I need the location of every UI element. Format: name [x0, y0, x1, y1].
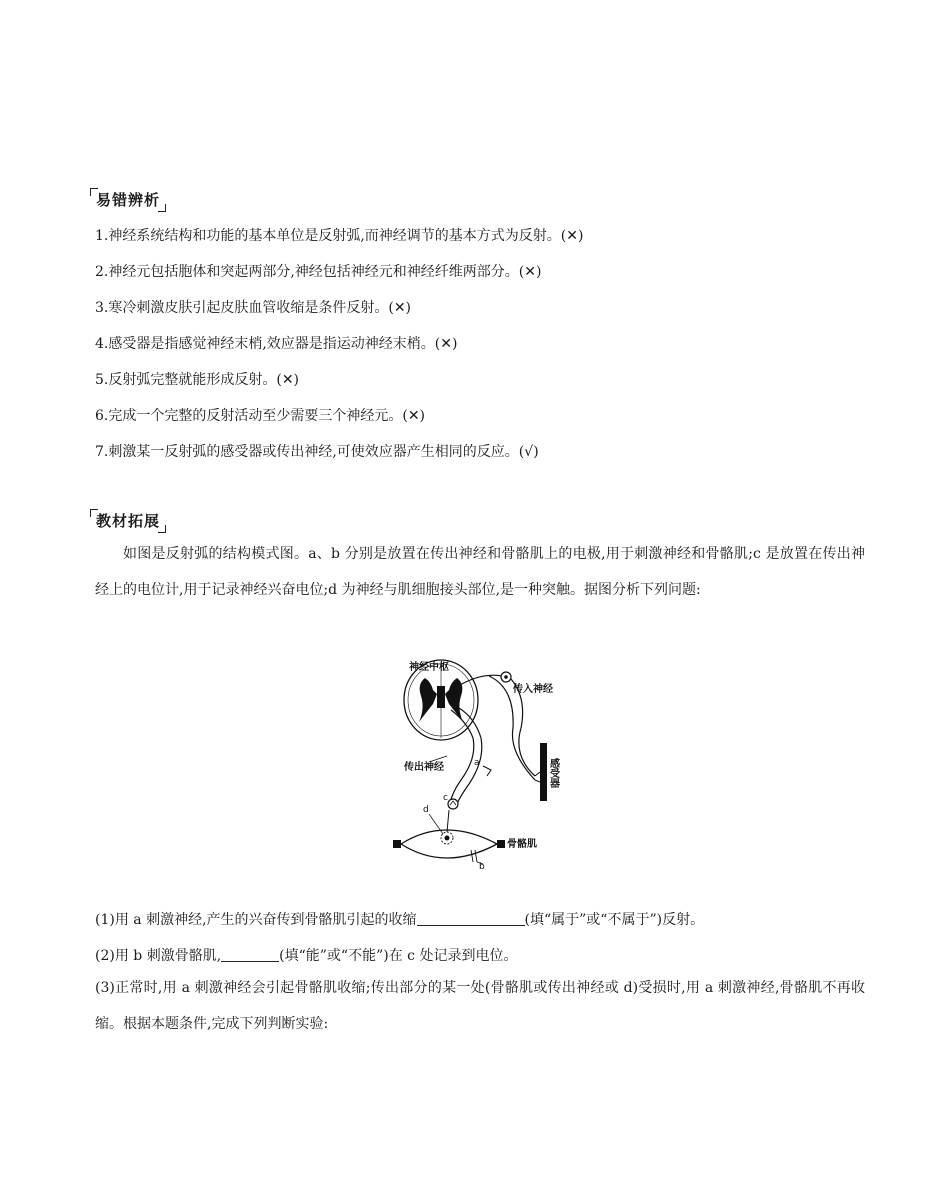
label-nerve-center: 神经中枢 — [409, 662, 449, 673]
statement-5: 5.反射弧完整就能形成反射。(✕) — [95, 372, 300, 388]
statement-3: 3.寒冷刺激皮肤引起皮肤血管收缩是条件反射。(✕) — [95, 300, 412, 316]
label-skeletal-muscle: 骨骼肌 — [507, 839, 537, 850]
label-d: d — [423, 805, 429, 815]
q1-answer-blank[interactable] — [417, 911, 525, 926]
question-2 — [95, 945, 517, 965]
label-b: b — [479, 862, 485, 870]
q1-text-after: (填“属于”或“不属于”)反射。 — [524, 912, 705, 928]
section-title-mistakes: 易错辨析 — [90, 188, 166, 212]
question-3: (3)正常时,用 a 刺激神经会引起骨骼肌收缩;传出部分的某一处(骨骼肌或传出神经或 d)受损时,用 a 刺激神经,骨骼肌不再收缩。根据本题条件,完成下列判断实验: — [95, 980, 865, 1032]
reflex-arc-diagram — [385, 648, 575, 874]
statement-6: 6.完成一个完整的反射活动至少需要三个神经元。(✕) — [95, 408, 426, 424]
q2-text-after: (填“能”或“不能”)在 c 处记录到电位。 — [279, 948, 518, 964]
label-efferent-nerve: 传出神经 — [404, 762, 444, 773]
statement-4: 4.感受器是指感觉神经末梢,效应器是指运动神经末梢。(✕) — [95, 336, 458, 352]
label-a: a — [474, 758, 480, 768]
intro-paragraph: 如图是反射弧的结构模式图。a、b 分别是放置在传出神经和骨骼肌上的电极,用于刺激神经和骨骼肌;c 是放置在传出神经上的电位计,用于记录神经兴奋电位;d 为神经与肌细胞接头部位,是一种突触。据图分析下列问题: — [95, 546, 865, 598]
q2-answer-blank[interactable] — [221, 947, 279, 962]
statement-1: 1.神经系统结构和功能的基本单位是反射弧,而神经调节的基本方式为反射。(✕) — [95, 228, 584, 244]
section-title-textbook: 教材拓展 — [90, 509, 166, 533]
label-afferent-nerve: 传入神经 — [513, 684, 553, 695]
q1-text-before: (1)用 a 刺激神经,产生的兴奋传到骨骼肌引起的收缩 — [95, 912, 417, 928]
label-receptor: 感受器 — [547, 758, 559, 788]
question-1 — [95, 909, 704, 929]
q2-text-before: (2)用 b 刺激骨骼肌, — [95, 948, 222, 964]
label-c: c — [443, 793, 448, 803]
statement-2: 2.神经元包括胞体和突起两部分,神经包括神经元和神经纤维两部分。(✕) — [95, 264, 542, 280]
statement-7: 7.刺激某一反射弧的感受器或传出神经,可使效应器产生相同的反应。(√) — [95, 444, 539, 460]
